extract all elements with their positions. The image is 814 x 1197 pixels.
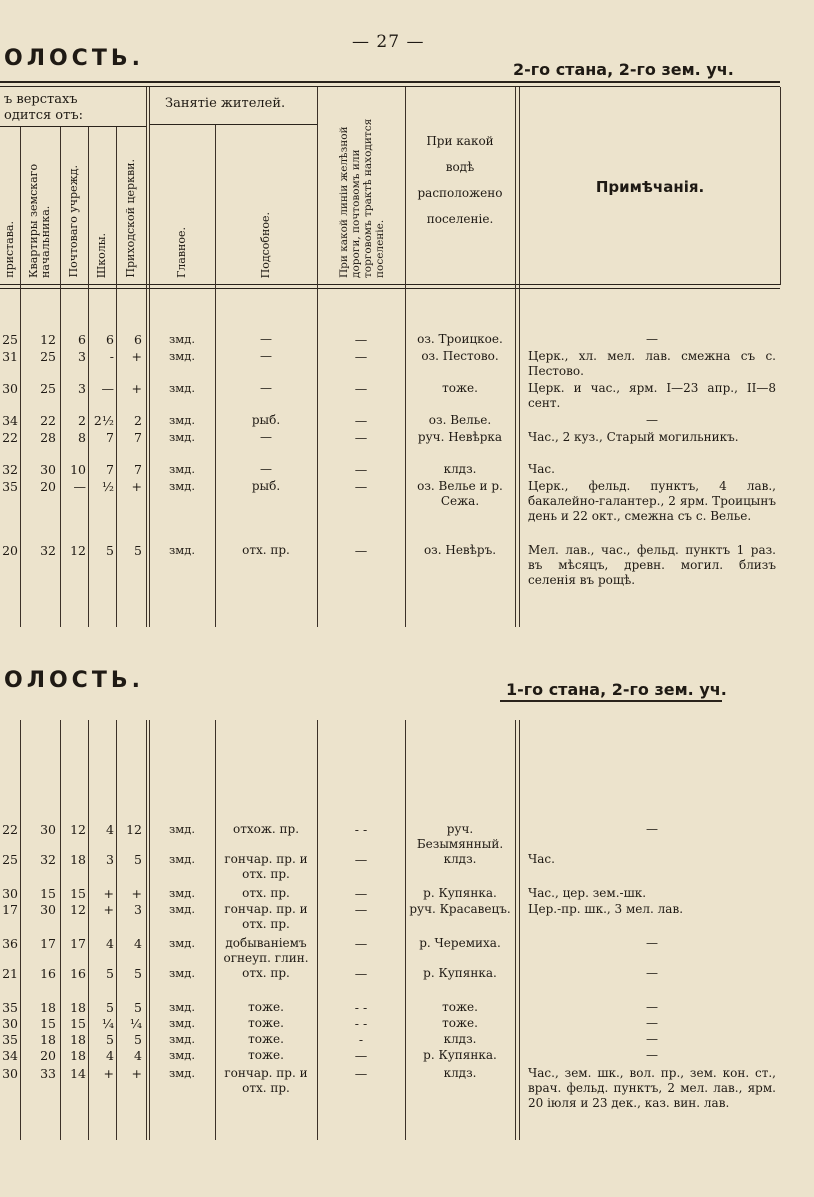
cell-notes: — — [646, 1016, 658, 1030]
cell-pochtovogo: 16 — [70, 966, 86, 981]
cell-notes: — — [646, 1032, 658, 1046]
cell-pristava: 22 — [2, 430, 18, 445]
section2-title-underline — [500, 700, 722, 702]
cell-shkoly: 3 — [106, 852, 114, 867]
cell-glavnoe: змд. — [169, 852, 195, 866]
vline — [116, 720, 117, 1140]
cell-podsobnoe: — — [260, 349, 272, 363]
cell-glavnoe: змд. — [169, 349, 195, 363]
vline — [215, 720, 216, 1140]
cell-prikhodskoy: 2 — [134, 413, 142, 428]
cell-kvartiry: 33 — [40, 1066, 56, 1081]
cell-notes: Церк. и час., ярм. I—23 апр., II—8 сент. — [528, 381, 776, 410]
cell-water: руч. Красавецъ. — [409, 902, 511, 916]
cell-railway: - - — [354, 1000, 368, 1015]
cell-glavnoe: змд. — [169, 479, 195, 493]
cell-kvartiry: 18 — [40, 1032, 56, 1047]
top-rule-thin — [0, 86, 780, 87]
cell-notes: Час., цер. зем.-шк. — [528, 886, 647, 900]
cell-pochtovogo: 12 — [70, 902, 86, 917]
cell-pochtovogo: 15 — [70, 1016, 86, 1031]
cell-shkoly: 5 — [106, 966, 114, 981]
cell-kvartiry: 12 — [40, 332, 56, 347]
cell-shkoly: 4 — [106, 936, 114, 951]
cell-railway: - - — [354, 1016, 368, 1031]
cell-prikhodskoy: ¼ — [129, 1016, 142, 1031]
col-pochtovogo: Почтоваго учрежд. — [67, 165, 80, 278]
cell-shkoly: 4 — [106, 1048, 114, 1063]
vline — [519, 87, 520, 627]
cell-shkoly: 6 — [106, 332, 114, 347]
cell-prikhodskoy: 5 — [134, 852, 142, 867]
vline — [780, 87, 781, 285]
header-sub-rule — [0, 126, 146, 127]
vline — [20, 720, 21, 1140]
cell-prikhodskoy: + — [131, 349, 142, 364]
cell-water: руч. Невѣрка — [417, 430, 503, 444]
cell-pristava: 32 — [2, 462, 18, 477]
cell-podsobnoe: гончар. пр. и отх. пр. — [224, 1066, 308, 1095]
cell-pristava: 22 — [2, 822, 18, 837]
cell-glavnoe: змд. — [169, 381, 195, 395]
cell-podsobnoe: отхож. пр. — [232, 822, 300, 836]
cell-shkoly: + — [103, 1066, 114, 1081]
vline — [405, 720, 406, 1140]
header-sub-rule-2 — [149, 124, 317, 125]
cell-notes: Цер.-пр. шк., 3 мел. лав. — [528, 902, 684, 916]
col-shkoly: Школы. — [95, 232, 108, 278]
vline — [317, 87, 318, 627]
cell-glavnoe: змд. — [169, 543, 195, 557]
cell-pochtovogo: 15 — [70, 886, 86, 901]
cell-pochtovogo: 18 — [70, 1048, 86, 1063]
cell-podsobnoe: добываніемъ огнеуп. глин. — [223, 936, 309, 965]
cell-shkoly: + — [103, 902, 114, 917]
cell-kvartiry: 30 — [40, 822, 56, 837]
cell-glavnoe: змд. — [169, 1066, 195, 1080]
cell-kvartiry: 15 — [40, 886, 56, 901]
cell-prikhodskoy: 4 — [134, 936, 142, 951]
col-water: При какой водѣ расположено поселеніе. — [417, 134, 503, 226]
cell-pristava: 36 — [2, 936, 18, 951]
top-rule — [0, 81, 780, 83]
vline — [317, 720, 318, 1140]
cell-shkoly: 7 — [106, 430, 114, 445]
cell-pristava: 30 — [2, 1016, 18, 1031]
cell-pochtovogo: 12 — [70, 822, 86, 837]
vline — [20, 127, 21, 627]
cell-water: клдз. — [443, 462, 477, 476]
cell-kvartiry: 25 — [40, 381, 56, 396]
cell-railway: — — [354, 462, 368, 477]
vline — [116, 127, 117, 627]
vline — [519, 720, 520, 1140]
cell-pristava: 31 — [2, 349, 18, 364]
vline — [146, 87, 147, 627]
cell-shkoly: 5 — [106, 1032, 114, 1047]
header-bottom-rule-2 — [0, 288, 780, 289]
cell-notes: Час. — [528, 462, 555, 476]
cell-podsobnoe: гончар. пр. и отх. пр. — [224, 902, 308, 931]
cell-prikhodskoy: 7 — [134, 430, 142, 445]
cell-shkoly: — — [101, 381, 114, 396]
cell-railway: — — [354, 1048, 368, 1063]
cell-kvartiry: 16 — [40, 966, 56, 981]
cell-podsobnoe: тоже. — [248, 1016, 284, 1030]
cell-prikhodskoy: + — [131, 1066, 142, 1081]
cell-railway: — — [354, 1066, 368, 1081]
vline — [515, 87, 516, 627]
cell-prikhodskoy: 5 — [134, 1000, 142, 1015]
cell-notes: — — [646, 936, 658, 950]
vline — [515, 720, 516, 1140]
cell-pochtovogo: 10 — [70, 462, 86, 477]
cell-podsobnoe: — — [260, 381, 272, 395]
cell-railway: - — [358, 1032, 364, 1047]
cell-notes: Час., зем. шк., вол. пр., зем. кон. ст., врач. фельд. пунктъ, 2 мел. лав., ярм. 20 іюля и 23 дек., каз. вин. лав. — [528, 1066, 776, 1110]
cell-notes: — — [646, 966, 658, 980]
cell-notes: Час., 2 куз., Старый могильникъ. — [528, 430, 739, 444]
col-podsobnoe: Подсобное. — [259, 211, 272, 278]
cell-pochtovogo: 6 — [78, 332, 86, 347]
vline — [405, 87, 406, 627]
cell-prikhodskoy: 5 — [134, 543, 142, 558]
cell-railway: — — [354, 332, 368, 347]
cell-pristava: 35 — [2, 479, 18, 494]
cell-podsobnoe: отх. пр. — [242, 886, 290, 900]
cell-glavnoe: змд. — [169, 1032, 195, 1046]
cell-glavnoe: змд. — [169, 822, 195, 836]
col-group-occupation: Занятіе жителей. — [165, 96, 286, 111]
cell-kvartiry: 18 — [40, 1000, 56, 1015]
cell-water: тоже. — [442, 1000, 478, 1014]
cell-railway: - - — [354, 822, 368, 837]
header-bottom-rule — [0, 284, 780, 285]
cell-glavnoe: змд. — [169, 413, 195, 427]
cell-water: р. Черемиха. — [419, 936, 501, 950]
cell-glavnoe: змд. — [169, 1000, 195, 1014]
cell-water: оз. Велье и р. Сежа. — [417, 479, 503, 508]
cell-notes: Церк., фельд. пунктъ, 4 лав., бакалейно-галантер., 2 ярм. Троицынъ день и 22 окт., смежна съ с. Велье. — [528, 479, 776, 523]
cell-glavnoe: змд. — [169, 332, 195, 346]
cell-kvartiry: 30 — [40, 902, 56, 917]
cell-glavnoe: змд. — [169, 936, 195, 950]
cell-pristava: 17 — [2, 902, 18, 917]
cell-pochtovogo: 18 — [70, 1032, 86, 1047]
cell-podsobnoe: отх. пр. — [242, 543, 290, 557]
cell-pochtovogo: 8 — [78, 430, 86, 445]
cell-water: клдз. — [443, 1066, 477, 1080]
cell-water: руч. Безымянный. — [416, 822, 504, 851]
cell-glavnoe: змд. — [169, 1016, 195, 1030]
cell-podsobnoe: тоже. — [248, 1048, 284, 1062]
cell-pochtovogo: 18 — [70, 852, 86, 867]
cell-pristava: 25 — [2, 852, 18, 867]
cell-notes: — — [646, 332, 658, 346]
cell-prikhodskoy: 5 — [134, 966, 142, 981]
cell-railway: — — [354, 886, 368, 901]
cell-prikhodskoy: + — [131, 479, 142, 494]
cell-shkoly: + — [103, 886, 114, 901]
cell-glavnoe: змд. — [169, 462, 195, 476]
cell-podsobnoe: тоже. — [248, 1000, 284, 1014]
cell-water: тоже. — [442, 381, 478, 395]
col-group-distance: ъ верстахъ одится отъ: — [4, 92, 83, 123]
cell-notes: Час. — [528, 852, 555, 866]
cell-glavnoe: змд. — [169, 966, 195, 980]
col-notes: Примѣчанія. — [595, 178, 705, 196]
cell-pristava: 21 — [2, 966, 18, 981]
cell-notes: — — [646, 1000, 658, 1014]
cell-water: р. Купянка. — [423, 966, 497, 980]
cell-glavnoe: змд. — [169, 430, 195, 444]
vline — [146, 720, 147, 1140]
cell-pristava: 20 — [2, 543, 18, 558]
vline — [215, 125, 216, 627]
cell-kvartiry: 20 — [40, 479, 56, 494]
cell-glavnoe: змд. — [169, 1048, 195, 1062]
cell-water: р. Купянка. — [423, 1048, 497, 1062]
cell-shkoly: 7 — [106, 462, 114, 477]
cell-kvartiry: 22 — [40, 413, 56, 428]
cell-pristava: 35 — [2, 1000, 18, 1015]
cell-podsobnoe: — — [260, 332, 272, 346]
page-number: — 27 — — [352, 32, 425, 52]
cell-prikhodskoy: 12 — [126, 822, 142, 837]
cell-prikhodskoy: 6 — [134, 332, 142, 347]
col-pristava: пристава. — [3, 221, 16, 278]
cell-shkoly: - — [109, 349, 114, 364]
section-title-left: ОЛОСТЬ. — [4, 46, 144, 71]
cell-kvartiry: 32 — [40, 852, 56, 867]
cell-kvartiry: 20 — [40, 1048, 56, 1063]
vline — [149, 720, 150, 1140]
cell-kvartiry: 15 — [40, 1016, 56, 1031]
section2-title-right: 1-го стана, 2-го зем. уч. — [506, 680, 727, 699]
cell-shkoly: ½ — [101, 479, 114, 494]
cell-shkoly: 2½ — [93, 413, 114, 428]
cell-railway: — — [354, 966, 368, 981]
vline — [88, 127, 89, 627]
cell-pochtovogo: 2 — [78, 413, 86, 428]
cell-prikhodskoy: + — [131, 381, 142, 396]
cell-pochtovogo: 3 — [78, 349, 86, 364]
cell-railway: — — [354, 430, 368, 445]
cell-pristava: 35 — [2, 1032, 18, 1047]
cell-podsobnoe: гончар. пр. и отх. пр. — [224, 852, 308, 881]
vline — [60, 127, 61, 627]
cell-notes: — — [646, 1048, 658, 1062]
cell-pristava: 25 — [2, 332, 18, 347]
cell-pochtovogo: 3 — [78, 381, 86, 396]
cell-water: оз. Пестово. — [421, 349, 499, 363]
cell-notes: — — [646, 413, 658, 427]
cell-kvartiry: 17 — [40, 936, 56, 951]
cell-prikhodskoy: 4 — [134, 1048, 142, 1063]
cell-pochtovogo: 14 — [70, 1066, 86, 1081]
cell-podsobnoe: тоже. — [248, 1032, 284, 1046]
section-title-right: 2-го стана, 2-го зем. уч. — [513, 60, 734, 79]
cell-notes: Церк., хл. мел. лав. смежна съ с. Пестово. — [528, 349, 776, 378]
cell-notes: Мел. лав., час., фельд. пунктъ 1 раз. въ мѣсяцъ, древн. могил. близъ селенія въ рощѣ. — [528, 543, 776, 587]
col-railway: При какой линіи желѣзной дороги, почтовомъ или торговомъ трактѣ находится поселеніе. — [338, 118, 386, 278]
cell-water: р. Купянка. — [423, 886, 497, 900]
vline — [88, 720, 89, 1140]
cell-prikhodskoy: + — [131, 886, 142, 901]
cell-shkoly: ¼ — [101, 1016, 114, 1031]
cell-railway: — — [354, 543, 368, 558]
cell-kvartiry: 32 — [40, 543, 56, 558]
cell-pristava: 34 — [2, 1048, 18, 1063]
cell-podsobnoe: — — [260, 462, 272, 476]
cell-shkoly: 5 — [106, 1000, 114, 1015]
cell-podsobnoe: — — [260, 430, 272, 444]
vline — [149, 87, 150, 627]
cell-kvartiry: 28 — [40, 430, 56, 445]
cell-pochtovogo: 18 — [70, 1000, 86, 1015]
cell-water: клдз. — [443, 852, 477, 866]
cell-pristava: 34 — [2, 413, 18, 428]
cell-podsobnoe: рыб. — [251, 479, 281, 493]
cell-kvartiry: 25 — [40, 349, 56, 364]
cell-railway: — — [354, 381, 368, 396]
col-kvartiry: Квартиры земскаго начальника. — [27, 163, 52, 278]
cell-prikhodskoy: 5 — [134, 1032, 142, 1047]
cell-water: оз. Невѣръ. — [423, 543, 497, 557]
cell-railway: — — [354, 936, 368, 951]
cell-glavnoe: змд. — [169, 886, 195, 900]
cell-shkoly: 5 — [106, 543, 114, 558]
cell-pochtovogo: 12 — [70, 543, 86, 558]
cell-pristava: 30 — [2, 1066, 18, 1081]
cell-pristava: 30 — [2, 886, 18, 901]
cell-railway: — — [354, 349, 368, 364]
cell-pochtovogo: 17 — [70, 936, 86, 951]
cell-prikhodskoy: 7 — [134, 462, 142, 477]
cell-kvartiry: 30 — [40, 462, 56, 477]
section2-title-left: ОЛОСТЬ. — [4, 668, 144, 693]
cell-shkoly: 4 — [106, 822, 114, 837]
cell-railway: — — [354, 852, 368, 867]
cell-water: оз. Велье. — [428, 413, 492, 427]
cell-water: оз. Троицкое. — [417, 332, 503, 346]
cell-railway: — — [354, 902, 368, 917]
cell-water: тоже. — [442, 1016, 478, 1030]
vline — [60, 720, 61, 1140]
col-glavnoe: Главное. — [175, 227, 188, 278]
cell-notes: — — [646, 822, 658, 836]
cell-prikhodskoy: 3 — [134, 902, 142, 917]
cell-pochtovogo: — — [73, 479, 86, 494]
cell-glavnoe: змд. — [169, 902, 195, 916]
col-prikhodskoy: Приходской церкви. — [124, 159, 137, 278]
cell-railway: — — [354, 413, 368, 428]
cell-podsobnoe: рыб. — [251, 413, 281, 427]
cell-water: клдз. — [443, 1032, 477, 1046]
cell-podsobnoe: отх. пр. — [242, 966, 290, 980]
cell-pristava: 30 — [2, 381, 18, 396]
cell-railway: — — [354, 479, 368, 494]
